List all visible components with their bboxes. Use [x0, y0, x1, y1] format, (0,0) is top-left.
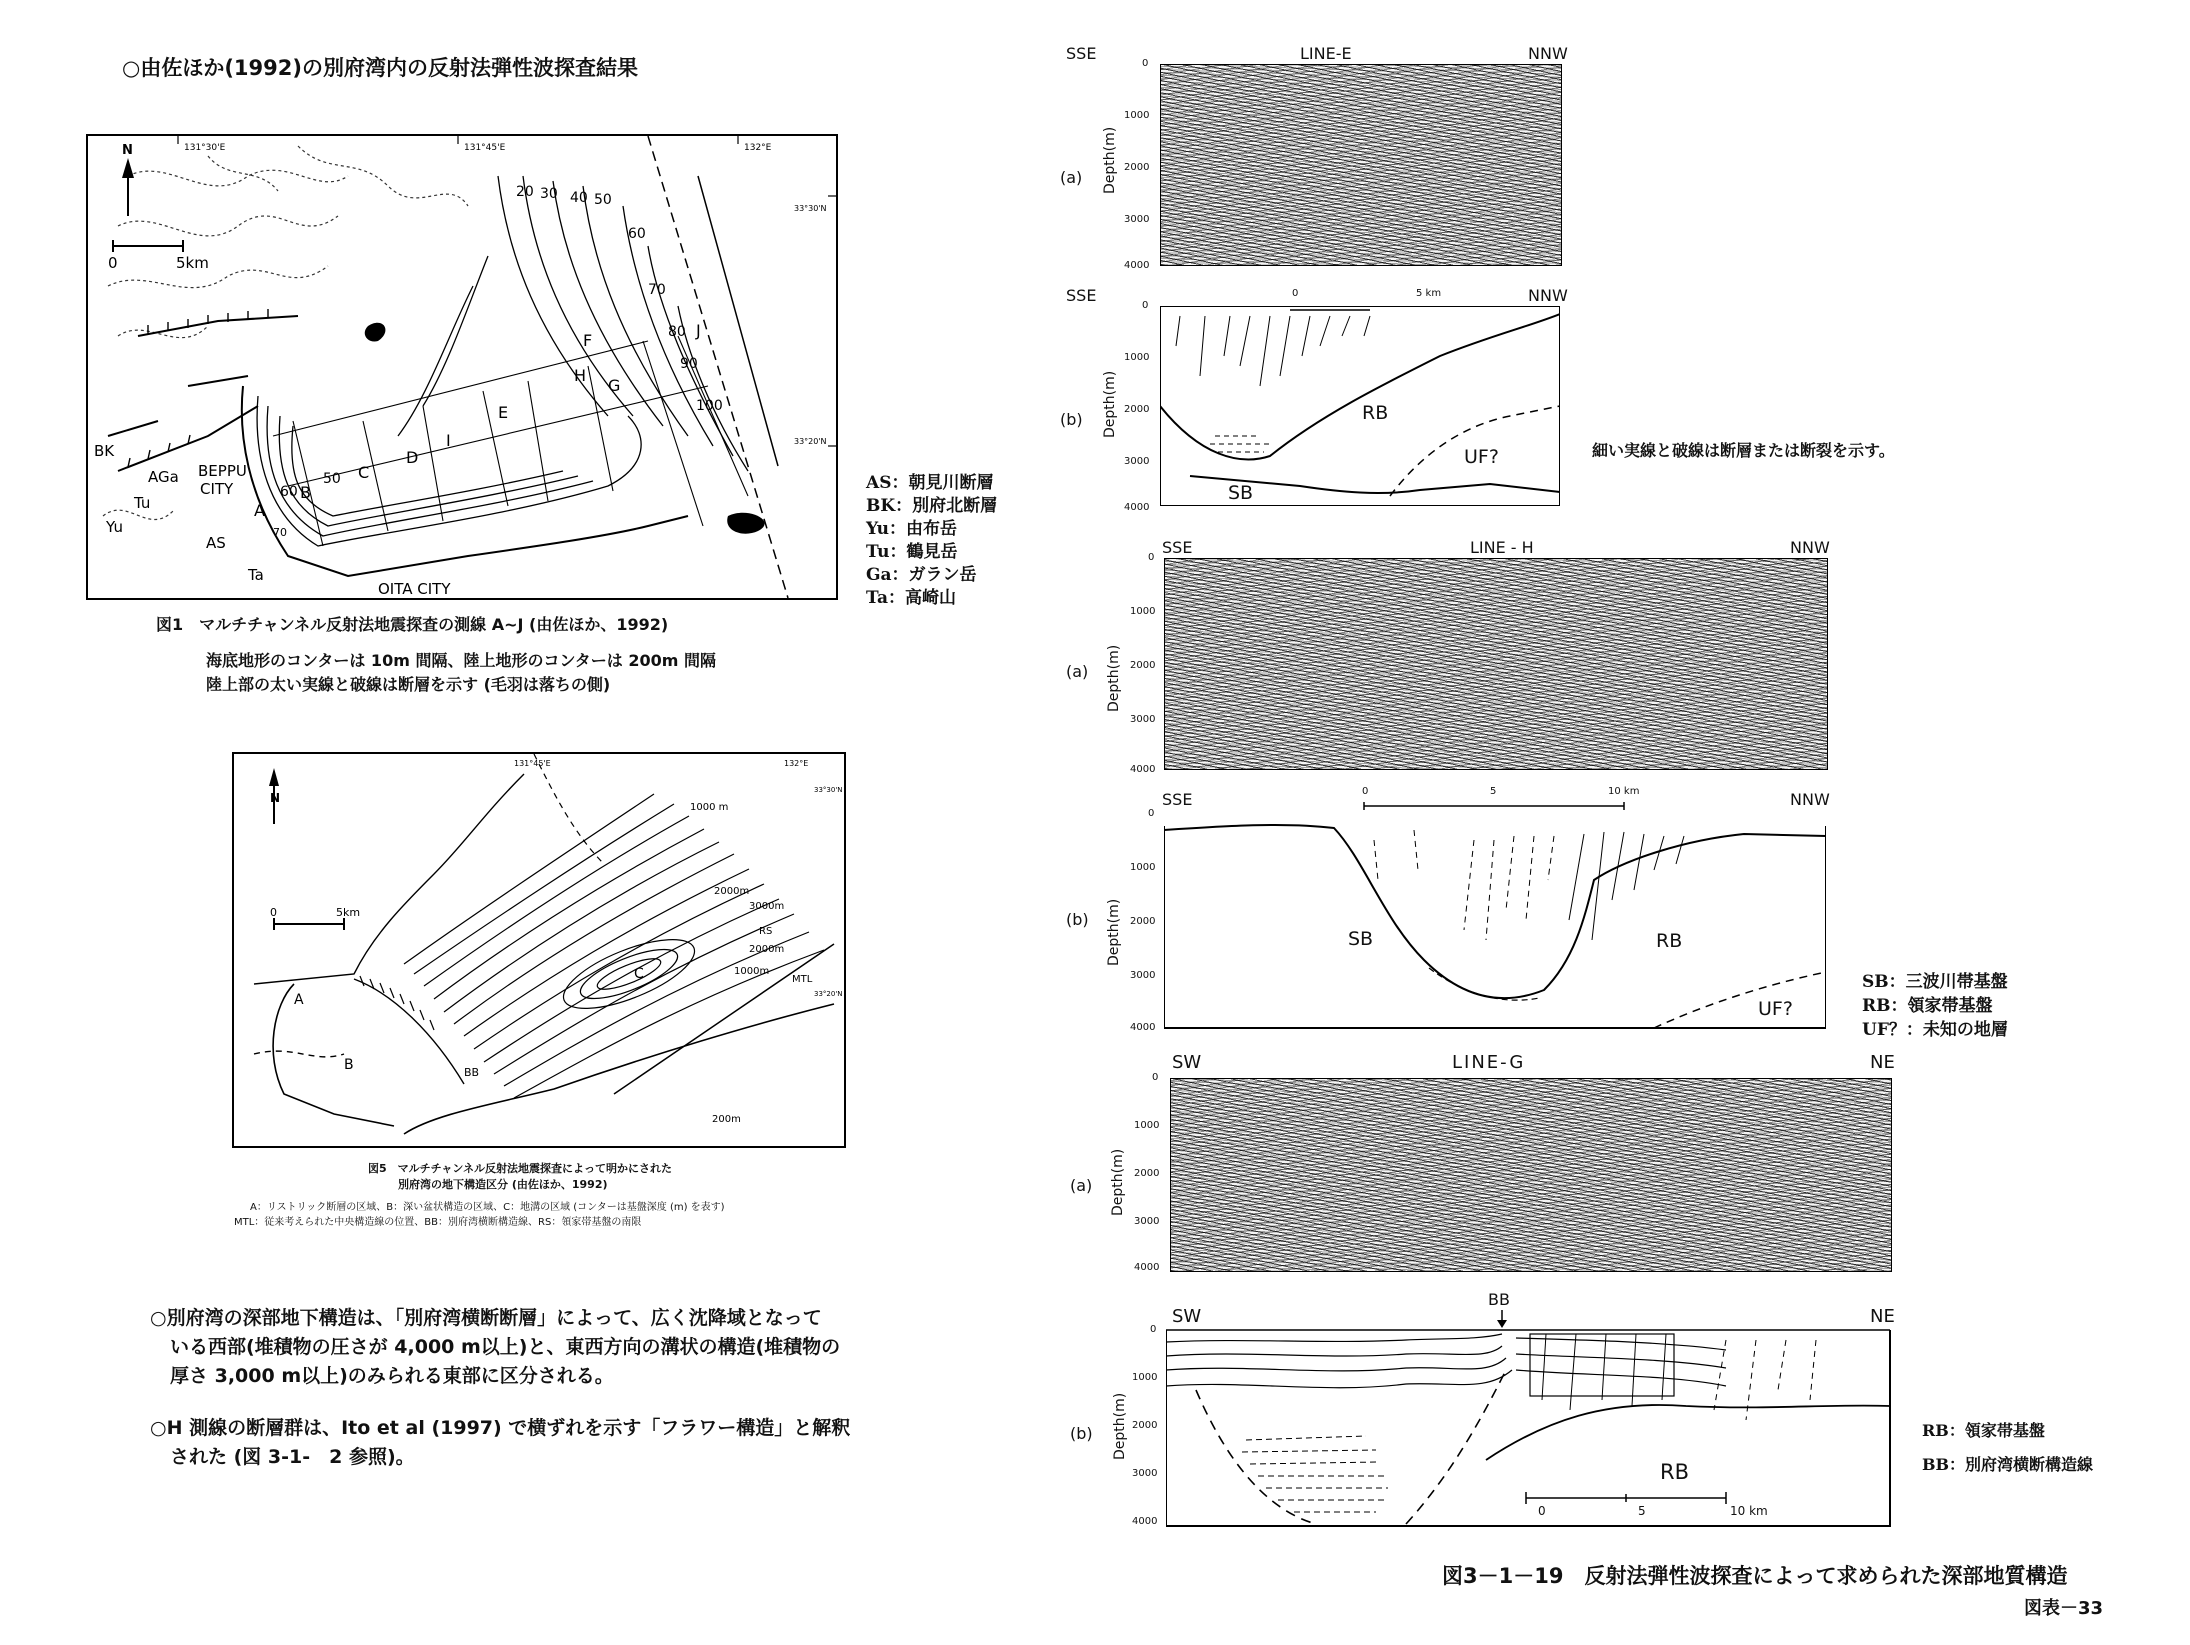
depth-tick: 2000 [1130, 916, 1156, 927]
line-e-scale-five: 5 km [1416, 288, 1442, 299]
paragraph-1 [150, 1304, 840, 1391]
depth-tick: 3000 [1130, 970, 1156, 981]
depth-tick: 4000 [1132, 1516, 1158, 1527]
line-g-seismic-profile [1170, 1078, 1892, 1272]
fig1-line-label: E [498, 403, 509, 422]
depth-tick: 1000 [1124, 352, 1150, 363]
depth-tick: 4000 [1124, 260, 1150, 271]
paragraph-line: 厚さ 3,000 m以上)のみられる東部に区分される。 [170, 1365, 614, 1387]
fig1-line-label: B [300, 483, 311, 502]
legend-item: Tu：鶴見岳 [866, 542, 958, 562]
line-e-uf-label: UF? [1464, 446, 1499, 468]
line-g-section-b [1060, 1290, 1900, 1528]
page-heading: ○由佐ほか(1992)の別府湾内の反射法弾性波探査結果 [122, 56, 638, 80]
line-h-sb-label: SB [1348, 928, 1374, 950]
line-e-seismic-profile [1160, 64, 1562, 266]
line-h-right-label: NNW [1790, 790, 1830, 809]
fig1-map [86, 134, 838, 600]
fig1-place: BK [94, 442, 115, 460]
line-h-rb-label: RB [1656, 930, 1683, 952]
depth-tick: 0 [1142, 58, 1149, 69]
fig1-place: BEPPU [198, 462, 247, 480]
line-h-left-label: SSE [1162, 790, 1193, 809]
line-e-note: 細い実線と破線は断層または断裂を示す。 [1592, 441, 1895, 460]
line-g-scale-zero: 0 [1538, 1504, 1546, 1518]
legend-item: Ta：高崎山 [866, 588, 957, 608]
line-g-right-label: NE [1870, 1052, 1895, 1073]
line-e-a-label: (a) [1060, 168, 1083, 187]
depth-tick: 1000 [1134, 1120, 1160, 1131]
line-g-right-label: NE [1870, 1306, 1895, 1327]
line-e-scale-zero: 0 [1292, 288, 1299, 299]
depth-tick: 0 [1152, 1072, 1159, 1083]
fig1-place: Ta [248, 566, 264, 584]
fig1-line-label: J [696, 321, 701, 340]
fig1-place: AS [206, 534, 226, 552]
fig1-lat2: 33°20'N [794, 437, 827, 446]
depth-tick: 0 [1142, 300, 1149, 311]
fig5-caption-2: 別府湾の地下構造区分 (由佐ほか、1992) [398, 1178, 608, 1191]
depth-tick: 3000 [1124, 456, 1150, 467]
fig5-north-label: N [270, 791, 281, 805]
depth-axis-label: Depth(m) [1106, 898, 1122, 966]
line-h-scale-zero: 0 [1362, 786, 1369, 797]
fig1-lon3: 132°E [744, 143, 772, 153]
line-e-section-a [1060, 44, 1580, 274]
line-e-left-label: SSE [1066, 44, 1097, 63]
depth-tick: 4000 [1124, 502, 1150, 513]
line-h-b-label: (b) [1066, 910, 1089, 929]
depth-tick: 0 [1148, 552, 1155, 563]
fig1-depth: 30 [540, 186, 558, 202]
fig1-place: Tu [134, 494, 151, 512]
line-e-left-label: SSE [1066, 286, 1097, 305]
paragraph-line: ○H 測線の断層群は、Ito et al (1997) で横ずれを示す「フラワー構造」と解釈 [150, 1417, 851, 1439]
fig1-line-label: I [446, 431, 451, 450]
legend-item: Ga：ガラン岳 [866, 565, 977, 585]
line-h-section-b [1060, 786, 1850, 1032]
depth-tick: 2000 [1134, 1168, 1160, 1179]
depth-tick: 1000 [1130, 862, 1156, 873]
line-g-bb-label: BB [1488, 1290, 1510, 1309]
fig1-map-drawing [88, 136, 836, 598]
page-number: 図表－33 [2024, 1598, 2104, 1619]
line-g-b-label: (b) [1070, 1424, 1093, 1443]
fig1-depth: 100 [696, 398, 723, 414]
fig5-lat2: 33°20'N [814, 990, 843, 998]
line-h-interpretation [1164, 800, 1826, 1030]
fig1-line-label: C [358, 463, 370, 482]
line-h-scale-ten: 10 km [1608, 786, 1640, 797]
depth-tick: 4000 [1130, 1022, 1156, 1033]
line-h-section-a [1060, 538, 1850, 774]
legend-item: RB：領家帯基盤 [1922, 1421, 2045, 1440]
fig1-north-label: N [122, 143, 133, 158]
figure-title: 図3－1－19 反射法弾性波探査によって求められた深部地質構造 [1442, 1564, 2068, 1588]
fig1-scale-zero: 0 [108, 254, 118, 272]
line-e-title: LINE-E [1300, 44, 1352, 63]
depth-axis-label: Depth(m) [1112, 1392, 1128, 1460]
line-e-rb-label: RB [1362, 402, 1389, 424]
fig5-contour-label: 2000m [749, 944, 785, 955]
line-g-left-label: SW [1172, 1052, 1202, 1073]
fig5-map-drawing [234, 754, 844, 1146]
fig5-caption: 図5 マルチチャンネル反射法地震探査によって明かにされた [368, 1162, 672, 1175]
fig5-contour-label: 200m [712, 1114, 741, 1125]
fig1-place: AGa [148, 468, 179, 486]
fig5-lat1: 33°30'N [814, 786, 843, 794]
fig1-place: OITA CITY [378, 580, 451, 598]
line-h-left-label: SSE [1162, 538, 1193, 557]
fig1-depth: 50 [323, 471, 341, 487]
paragraph-line: ○別府湾の深部地下構造は、「別府湾横断断層」によって、広く沈降域となって [150, 1307, 822, 1329]
line-e-right-label: NNW [1528, 286, 1568, 305]
depth-tick: 1000 [1130, 606, 1156, 617]
fig1-depth: 80 [668, 324, 686, 340]
depth-tick: 1000 [1124, 110, 1150, 121]
line-g-legend [1922, 1414, 2093, 1482]
fig1-depth: 20 [516, 184, 534, 200]
line-g-interpretation [1166, 1310, 1892, 1528]
fig1-depth: 90 [680, 356, 698, 372]
fig1-caption-sub1: 海底地形のコンターは 10m 間隔、陸上地形のコンターは 200m 間隔 [206, 651, 717, 670]
depth-tick: 2000 [1130, 660, 1156, 671]
line-h-a-label: (a) [1066, 662, 1089, 681]
depth-tick: 3000 [1124, 214, 1150, 225]
line-h-right-label: NNW [1790, 538, 1830, 557]
line-g-scale-five: 5 [1638, 1504, 1646, 1518]
depth-tick: 3000 [1132, 1468, 1158, 1479]
fig5-region-label: A [294, 992, 304, 1008]
line-g-title: LINE-G [1452, 1052, 1526, 1073]
fig5-contour-label: 3000m [749, 901, 785, 912]
fig1-depth: 70 [273, 526, 287, 539]
fig5-lon1: 131°45'E [514, 759, 551, 768]
depth-tick: 0 [1148, 808, 1155, 819]
depth-axis-label: Depth(m) [1110, 1148, 1126, 1216]
line-h-seismic-profile [1164, 558, 1828, 770]
fig1-lon2: 131°45'E [464, 143, 506, 153]
fig1-legend [866, 472, 997, 610]
depth-axis-label: Depth(m) [1102, 370, 1118, 438]
fig1-line-label: H [574, 366, 587, 385]
line-g-left-label: SW [1172, 1306, 1202, 1327]
depth-tick: 1000 [1132, 1372, 1158, 1383]
fig5-scale-zero: 0 [270, 906, 277, 919]
fig1-scale-label: 5km [176, 254, 209, 272]
legend-item: BB：別府湾横断構造線 [1922, 1455, 2094, 1474]
legend-item: BK：別府北断層 [866, 496, 998, 516]
legend-item: RB：領家帯基盤 [1862, 996, 1993, 1016]
depth-tick: 2000 [1124, 162, 1150, 173]
fig5-map [232, 752, 846, 1148]
line-e-right-label: NNW [1528, 44, 1568, 63]
line-e-b-label: (b) [1060, 410, 1083, 429]
fig5-contour-label: 1000m [734, 966, 770, 977]
line-e-interpretation [1160, 306, 1560, 506]
fig5-caption-sub2: MTL：従来考えられた中央構造線の位置、BB：別府湾横断構造線、RS：領家帯基盤の南限 [234, 1217, 642, 1228]
fig1-place: Yu [106, 518, 123, 536]
fig1-lon1: 131°30'E [184, 143, 226, 153]
depth-tick: 2000 [1124, 404, 1150, 415]
paragraph-line: された (図 3-1- 2 参照)。 [170, 1446, 415, 1468]
fig1-line-label: A [254, 501, 265, 520]
line-e-sb-label: SB [1228, 482, 1254, 504]
line-g-scale-ten: 10 km [1730, 1504, 1768, 1518]
fig5-lon2: 132°E [784, 759, 809, 768]
fig1-line-label: D [406, 448, 419, 467]
fig1-depth: 60 [280, 484, 298, 500]
fig1-depth: 60 [628, 226, 646, 242]
fig1-lat1: 33°30'N [794, 204, 827, 213]
depth-tick: 3000 [1130, 714, 1156, 725]
line-e-section-b [1060, 286, 1580, 518]
line-h-legend [1862, 970, 2008, 1042]
fig5-contour-label: MTL [792, 974, 813, 985]
legend-item: SB：三波川帯基盤 [1862, 972, 2008, 992]
depth-axis-label: Depth(m) [1102, 126, 1118, 194]
fig1-depth: 70 [648, 282, 666, 298]
paragraph-line: いる西部(堆積物の圧さが 4,000 m以上)と、東西方向の溝状の構造(堆積物の [170, 1336, 841, 1358]
line-g-rb-label: RB [1660, 1460, 1689, 1484]
depth-tick: 0 [1150, 1324, 1157, 1335]
depth-tick: 2000 [1132, 1420, 1158, 1431]
line-g-a-label: (a) [1070, 1176, 1093, 1195]
fig5-contour-label: RS [759, 926, 773, 937]
depth-tick: 4000 [1130, 764, 1156, 775]
legend-item: Yu：由布岳 [866, 519, 958, 539]
line-h-title: LINE - H [1470, 538, 1534, 557]
depth-tick: 4000 [1134, 1262, 1160, 1273]
fig5-contour-label: 1000 m [690, 802, 729, 813]
fig5-scale-label: 5km [336, 906, 361, 919]
legend-item: UF？：未知の地層 [1862, 1020, 2008, 1040]
legend-item: AS：朝見川断層 [866, 473, 994, 493]
fig1-caption: 図1 マルチチャンネル反射法地震探査の測線 A~J (由佐ほか、1992) [156, 615, 669, 634]
fig1-line-label: G [608, 376, 621, 395]
fig5-region-label: C [634, 966, 644, 982]
fig5-caption-sub1: A：リストリック断層の区域、B：深い盆状構造の区域、C：地溝の区域 (コンターは基盤深度 (m) を表す) [250, 1202, 725, 1213]
fig5-contour-label: 2000m [714, 886, 750, 897]
line-g-section-a [1060, 1052, 1900, 1274]
line-h-uf-label: UF? [1758, 998, 1793, 1020]
fig1-depth: 50 [594, 192, 612, 208]
depth-tick: 3000 [1134, 1216, 1160, 1227]
fig1-caption-sub2: 陸上部の太い実線と破線は断層を示す (毛羽は落ちの側) [206, 675, 611, 694]
fig5-region-label: BB [464, 1066, 480, 1079]
fig1-place: CITY [200, 480, 234, 498]
fig1-depth: 40 [570, 190, 588, 206]
fig1-line-label: F [583, 331, 593, 350]
line-h-scale-five: 5 [1490, 786, 1497, 797]
depth-axis-label: Depth(m) [1106, 644, 1122, 712]
fig5-region-label: B [344, 1057, 354, 1073]
paragraph-2 [150, 1414, 850, 1472]
